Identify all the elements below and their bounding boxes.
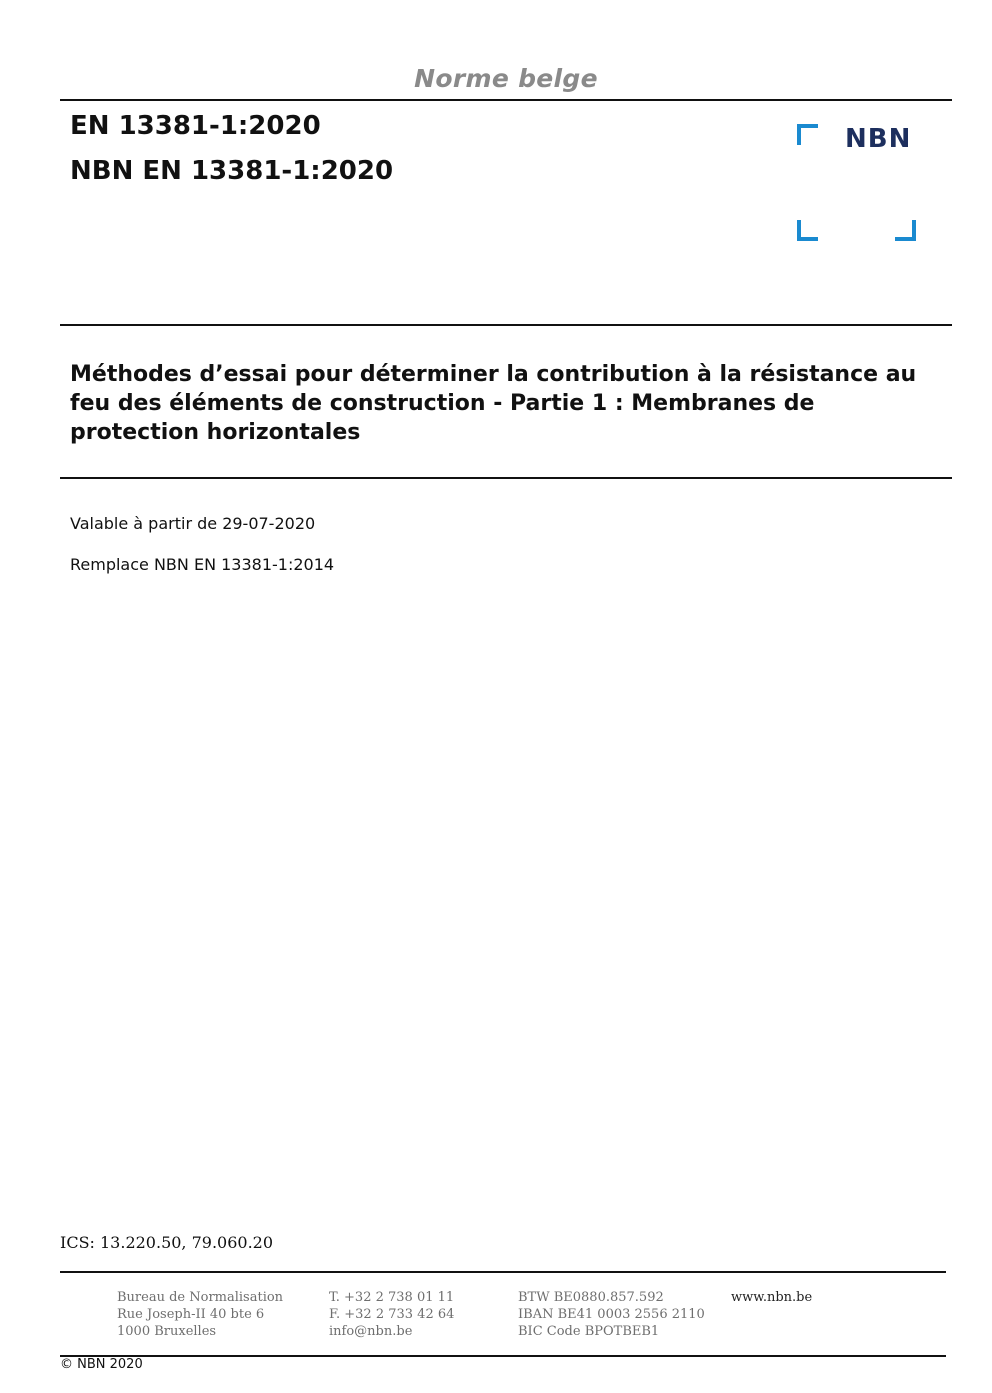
footer-bank-details bbox=[518, 1289, 705, 1340]
copyright-notice: © NBN 2020 bbox=[60, 1357, 143, 1372]
website-link[interactable]: www.nbn.be bbox=[731, 1290, 813, 1305]
replaces-standard: Remplace NBN EN 13381-1:2014 bbox=[70, 555, 335, 574]
title-bottom-divider bbox=[60, 477, 952, 479]
phone-number: T. +32 2 738 01 11 bbox=[329, 1290, 455, 1305]
address-line: Bureau de Normalisation bbox=[117, 1290, 284, 1305]
document-type-banner: Norme belge bbox=[414, 64, 598, 93]
footer-address bbox=[117, 1289, 283, 1340]
nbn-standard-code: NBN EN 13381-1:2020 bbox=[70, 156, 394, 186]
fax-number: F. +32 2 733 42 64 bbox=[329, 1307, 455, 1322]
logo-corner-bottom-right bbox=[895, 220, 916, 241]
footer-bottom-divider bbox=[60, 1355, 946, 1357]
vat-number: BTW BE0880.857.592 bbox=[518, 1290, 664, 1305]
logo-corner-bottom-left bbox=[797, 220, 818, 241]
validity-date: Valable à partir de 29-07-2020 bbox=[70, 514, 316, 533]
address-line: 1000 Bruxelles bbox=[117, 1324, 217, 1339]
bic-code: BIC Code BPOTBEB1 bbox=[518, 1324, 660, 1339]
nbn-logo bbox=[797, 124, 921, 248]
en-standard-code: EN 13381-1:2020 bbox=[70, 111, 321, 141]
title-top-divider bbox=[60, 324, 952, 326]
footer-contact bbox=[329, 1289, 454, 1340]
logo-text: NBN bbox=[845, 124, 912, 154]
email-link[interactable]: info@nbn.be bbox=[329, 1324, 413, 1339]
top-divider bbox=[60, 99, 952, 101]
address-line: Rue Joseph-II 40 bte 6 bbox=[117, 1307, 265, 1322]
ics-codes: ICS: 13.220.50, 79.060.20 bbox=[60, 1233, 274, 1252]
footer-top-divider bbox=[60, 1271, 946, 1273]
iban: IBAN BE41 0003 2556 2110 bbox=[518, 1307, 705, 1322]
logo-corner-top-left bbox=[797, 124, 818, 145]
document-title: Méthodes d’essai pour déterminer la contribution à la résistance au feu des éléments de construction - Partie 1 : Membranes de protection horizontales bbox=[70, 362, 917, 445]
